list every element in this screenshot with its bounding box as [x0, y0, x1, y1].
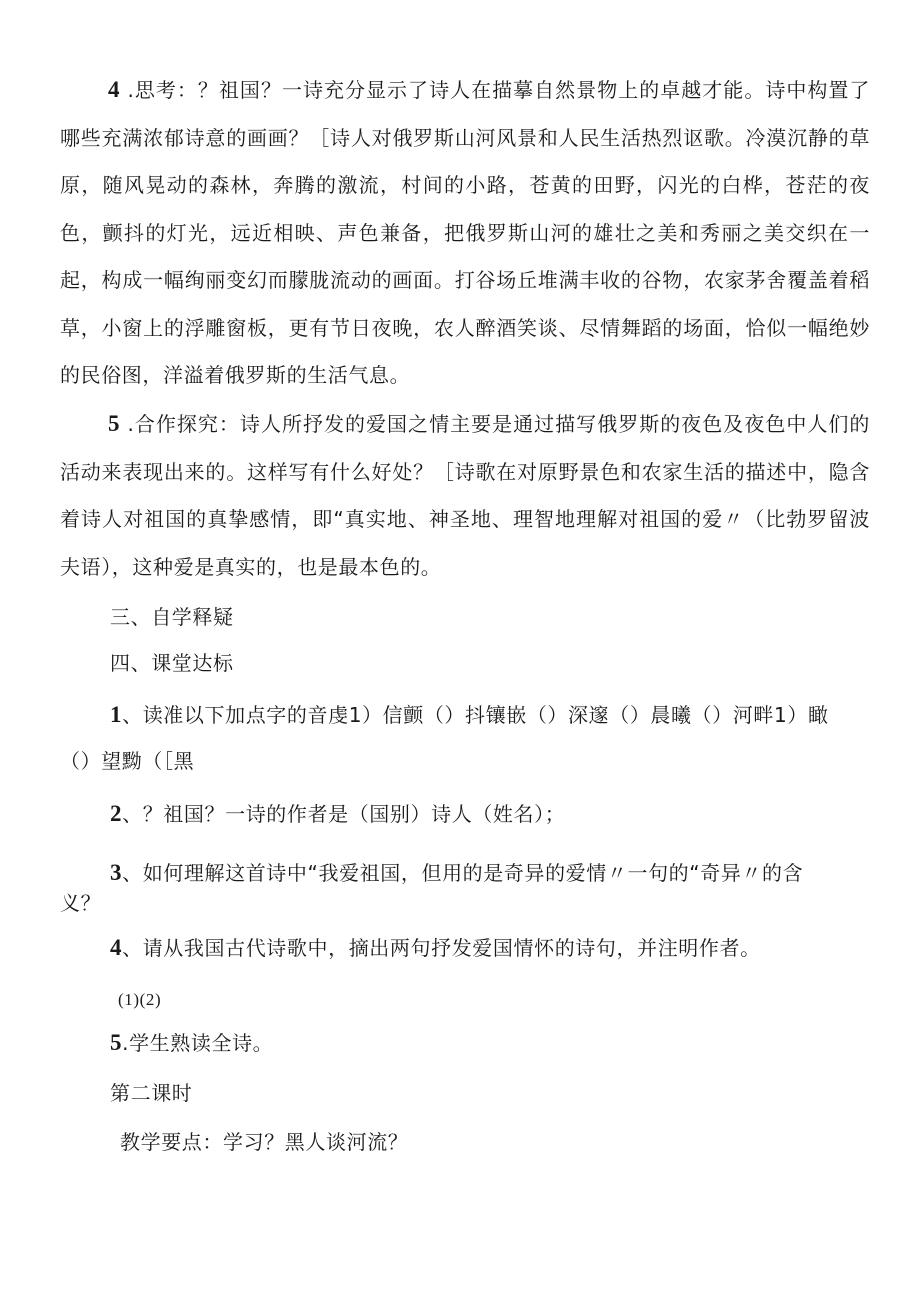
question-5-text: .学生熟读全诗。	[122, 1031, 274, 1055]
item-4-text: .思考：？祖国？一诗充分显示了诗人在描摹自然景物上的卓越才能。诗中构置了哪些充满浓郁诗意的画画？［诗人对俄罗斯山河风景和人民生活热烈讴歌。冷漠沉静的草原，随风晃动的森林，奔腾的激流，村间的小路，苍黄的田野，闪光的白桦，苍茫的夜色，颤抖的灯光，远近相映、声色兼备，把俄罗斯山河的雄壮之美和秀丽之美交织在一起，构成一幅绚丽变幻而朦胧流动的画面。打谷场丘堆满丰收的谷物，农家茅舍覆盖着稻草，小窗上的浮雕窗板，更有节日夜晚，农人醉酒笑谈、尽情舞蹈的场面，恰似一幅绝妙的民俗图，洋溢着俄罗斯的生活气息。	[60, 78, 870, 387]
question-4-text: 、请从我国古代诗歌中，摘出两句抒发爱国情怀的诗句，并注明作者。	[122, 936, 761, 960]
item-4-number: 4	[108, 77, 121, 102]
lesson-2-title: 第二课时	[110, 1081, 193, 1105]
question-2-text: 、？祖国？一诗的作者是（国别）诗人（姓名）；	[122, 802, 566, 826]
item-5-number: 5	[108, 411, 121, 436]
question-3-line-1	[110, 858, 803, 888]
item-5-text: .合作探究：诗人所抒发的爱国之情主要是通过描写俄罗斯的夜色及夜色中人们的活动来表现出来的。这样写有什么好处？［诗歌在对原野景色和农家生活的描述中，隐含着诗人对祖国的真挚感情，即“真实地、神圣地、理智地理解对祖国的爱〃（比勃罗留波夫语），这种爱是真实的，也是最本色的。	[60, 412, 870, 579]
question-3-line-2: 义？	[60, 891, 102, 915]
question-1-text: 、读准以下加点字的音虔1）信颤（）抖镶嵌（）深邃（）晨曦（）河畔1）瞰	[122, 703, 829, 727]
question-5	[110, 1028, 273, 1058]
teaching-points: 教学要点：学习？黑人谈河流？	[120, 1130, 409, 1154]
paragraph-item-4	[60, 66, 870, 400]
section-heading-4: 四、课堂达标	[110, 651, 234, 675]
question-4	[110, 933, 761, 963]
question-3-number: 3	[110, 860, 123, 885]
question-5-number: 5	[110, 1030, 123, 1055]
question-1-number: 1	[110, 702, 123, 727]
question-4-blanks: (1)(2)	[118, 990, 162, 1009]
question-4-number: 4	[110, 935, 123, 960]
question-1-line-1	[110, 700, 829, 730]
question-2	[110, 799, 565, 829]
question-3-text: 、如何理解这首诗中“我爱祖国，但用的是奇异的爱情〃一句的“奇异〃的含	[122, 861, 804, 885]
paragraph-item-5	[60, 400, 870, 591]
question-1-line-2: （）望黝（［黑	[60, 749, 195, 773]
section-heading-3: 三、自学释疑	[110, 605, 234, 629]
question-2-number: 2	[110, 801, 123, 826]
